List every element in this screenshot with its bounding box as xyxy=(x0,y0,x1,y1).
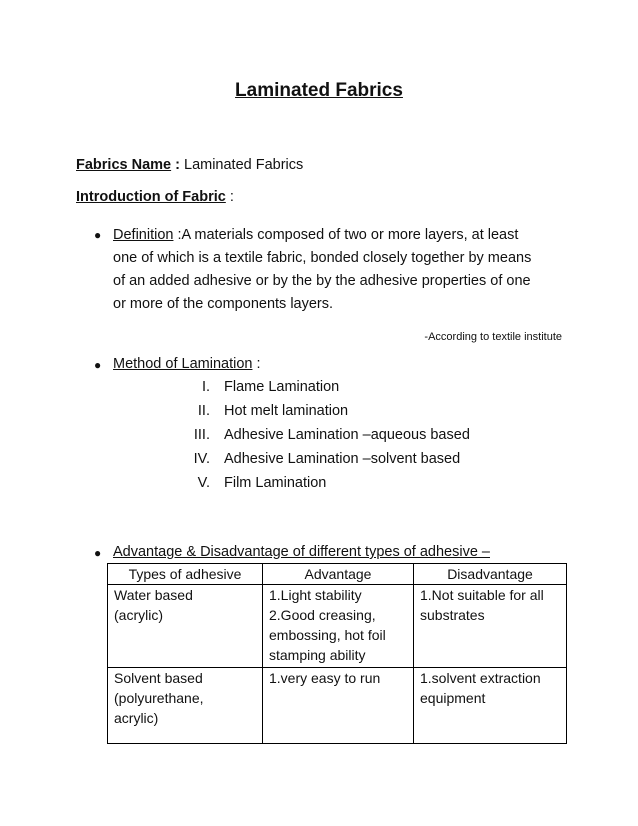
definition-source: -According to textile institute xyxy=(424,331,562,343)
introduction-line xyxy=(76,187,234,208)
method-item-1: Flame Lamination xyxy=(224,379,340,395)
adhesive-table xyxy=(107,563,567,744)
cell-advantage xyxy=(263,585,414,668)
fabric-name-label: Fabrics Name xyxy=(76,157,172,173)
cell-line: acrylic) xyxy=(114,710,159,726)
cell-line: 1.very easy to run xyxy=(269,670,381,686)
cell-line: 2.Good creasing, xyxy=(269,607,376,623)
fabric-name-line xyxy=(76,155,303,176)
cell-disadvantage xyxy=(414,585,567,668)
cell-line: Solvent based xyxy=(114,670,203,686)
cell-type xyxy=(108,585,263,668)
cell-line: Water based xyxy=(114,587,193,603)
table-row xyxy=(108,585,567,668)
table-header-row xyxy=(108,564,567,585)
method-num-2: II. xyxy=(197,403,210,419)
method-item-3: Adhesive Lamination –aqueous based xyxy=(224,427,470,443)
method-item-2: Hot melt lamination xyxy=(224,403,349,419)
cell-line: 1.Not suitable for all xyxy=(420,587,544,603)
cell-line: substrates xyxy=(420,607,485,623)
header-types: Types of adhesive xyxy=(108,564,263,585)
method-item-4: Adhesive Lamination –solvent based xyxy=(224,451,461,467)
cell-line: stamping ability xyxy=(269,647,366,663)
method-label: Method of Lamination xyxy=(113,356,253,372)
adhesive-label: Advantage & Disadvantage of different types of adhesive – xyxy=(113,544,490,560)
cell-type xyxy=(108,668,263,744)
definition-label: Definition xyxy=(113,227,174,243)
cell-disadvantage xyxy=(414,668,567,744)
method-heading xyxy=(113,354,261,375)
document-title: Laminated Fabrics xyxy=(235,80,403,101)
definition-line-1: :A materials composed of two or more layers, at least xyxy=(173,227,519,243)
bullet-icon: ● xyxy=(94,546,102,560)
table-row xyxy=(108,668,567,744)
cell-line: (acrylic) xyxy=(114,607,163,623)
cell-line: embossing, hot foil xyxy=(269,627,386,643)
introduction-sep: : xyxy=(225,189,234,205)
cell-line: (polyurethane, xyxy=(114,690,204,706)
bullet-icon: ● xyxy=(94,358,102,372)
introduction-label: Introduction of Fabric xyxy=(76,189,226,205)
method-num-3: III. xyxy=(193,427,210,443)
definition-paragraph xyxy=(113,224,583,316)
bullet-icon: ● xyxy=(94,228,102,242)
cell-line: 1.solvent extraction xyxy=(420,670,541,686)
method-sep: : xyxy=(252,356,261,372)
method-num-5: V. xyxy=(197,475,210,491)
method-num-4: IV. xyxy=(193,451,210,467)
header-advantage: Advantage xyxy=(263,564,414,585)
cell-advantage xyxy=(263,668,414,744)
fabric-name-value: Laminated Fabrics xyxy=(184,157,304,173)
adhesive-heading xyxy=(113,542,490,563)
definition-line-3: of an added adhesive or by the by the adhesive properties of one xyxy=(113,273,531,289)
definition-line-4: or more of the components layers. xyxy=(113,296,334,312)
method-item-5: Film Lamination xyxy=(224,475,327,491)
method-num-1: I. xyxy=(201,379,210,395)
definition-line-2: one of which is a textile fabric, bonded closely together by means xyxy=(113,250,532,266)
cell-line: equipment xyxy=(420,690,486,706)
header-disadvantage: Disadvantage xyxy=(414,564,567,585)
cell-line: 1.Light stability xyxy=(269,587,362,603)
fabric-name-sep: : xyxy=(171,157,184,173)
